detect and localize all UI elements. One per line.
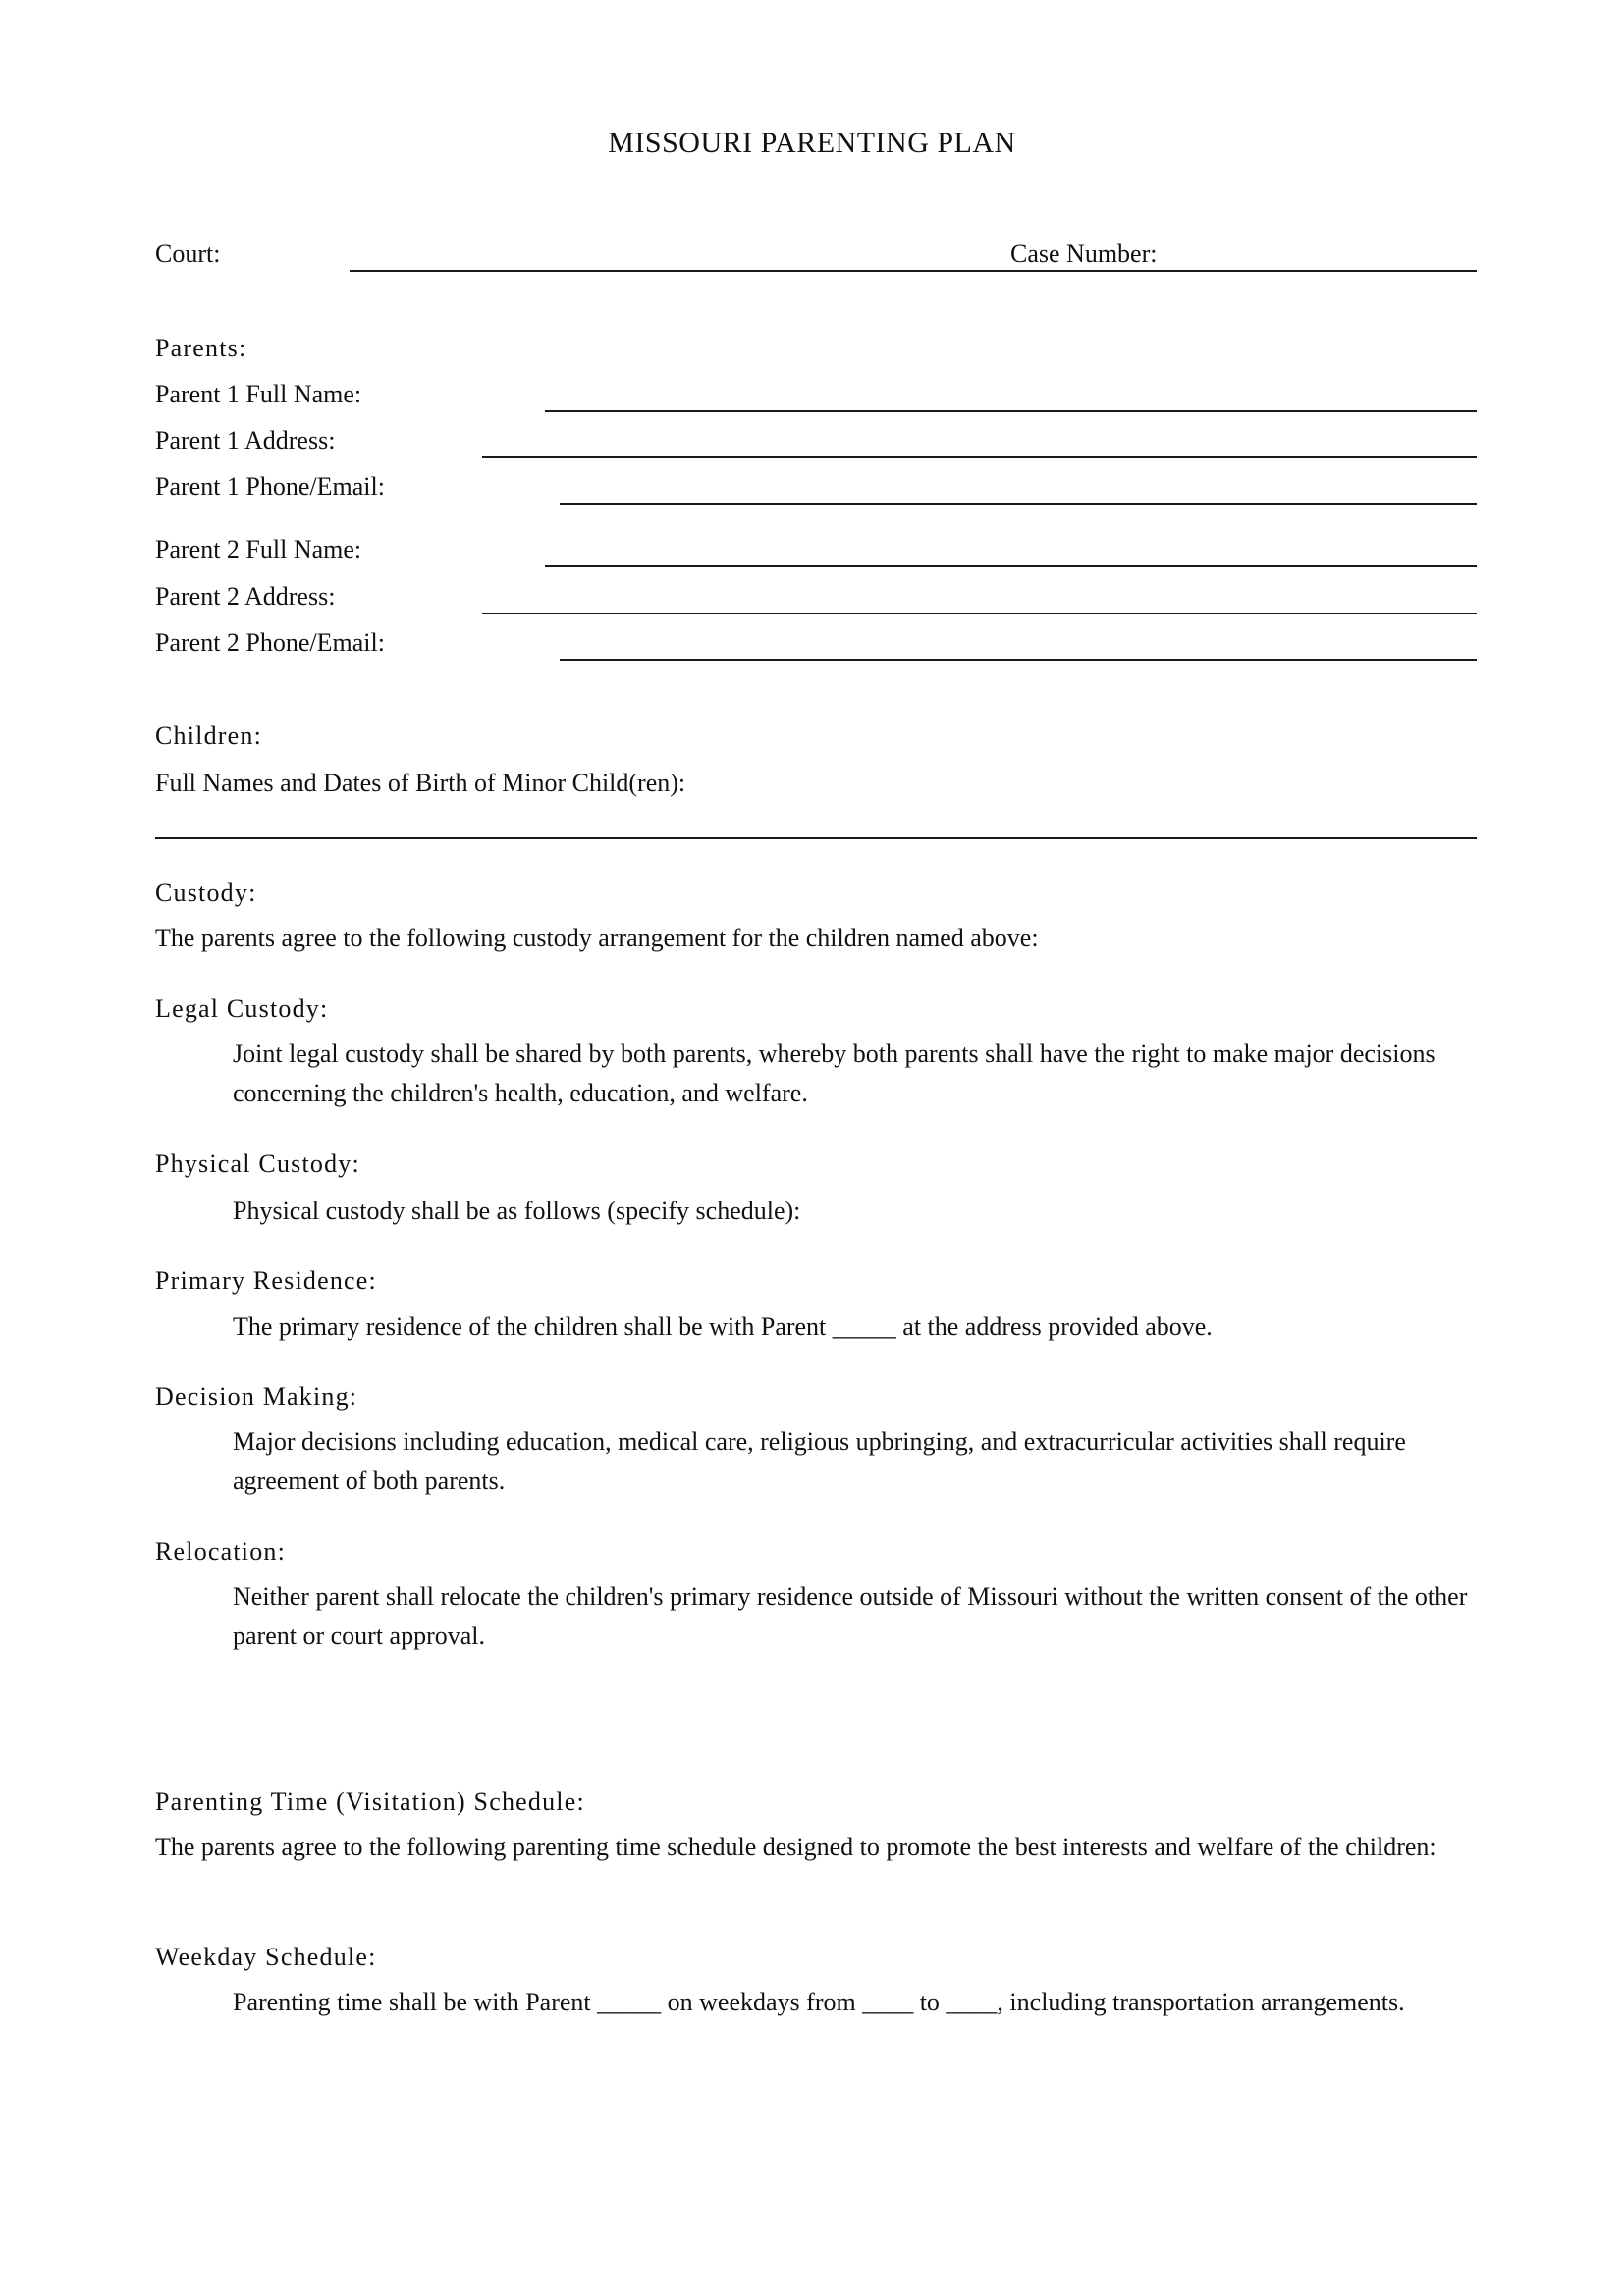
primary-residence-text: The primary residence of the children shall be with Parent _____ at the address provided above. <box>233 1312 1213 1341</box>
parents-heading: Parents: <box>155 334 247 362</box>
parent1-contact-field[interactable] <box>560 503 1477 505</box>
relocation-text: Neither parent shall relocate the children's primary residence outside of Missouri without the written consent of the other parent or court approval. <box>233 1582 1468 1650</box>
legal-custody-heading: Legal Custody: <box>155 994 329 1023</box>
parent2-name-label: Parent 2 Full Name: <box>155 535 362 563</box>
parent1-address-field[interactable] <box>482 456 1477 458</box>
weekday-schedule-heading: Weekday Schedule: <box>155 1943 377 1971</box>
physical-custody-text: Physical custody shall be as follows (specify schedule): <box>233 1197 801 1225</box>
parent2-address-label: Parent 2 Address: <box>155 582 336 611</box>
weekday-schedule-text: Parenting time shall be with Parent _____ on weekdays from ____ to ____, including transportation arrangements. <box>233 1988 1405 2016</box>
parenting-time-heading: Parenting Time (Visitation) Schedule: <box>155 1788 585 1816</box>
decision-making-heading: Decision Making: <box>155 1382 358 1411</box>
relocation-heading: Relocation: <box>155 1537 287 1566</box>
decision-making-text: Major decisions including education, medical care, religious upbringing, and extracurricular activities shall require agreement of both parents. <box>233 1427 1406 1495</box>
case-number-label: Case Number: <box>1010 240 1158 268</box>
custody-heading: Custody: <box>155 879 257 907</box>
court-label: Court: <box>155 240 221 268</box>
parent2-contact-label: Parent 2 Phone/Email: <box>155 628 385 657</box>
parent1-contact-label: Parent 1 Phone/Email: <box>155 472 385 501</box>
parenting-time-intro: The parents agree to the following parenting time schedule designed to promote the best interests and welfare of the children: <box>155 1833 1436 1861</box>
children-label: Full Names and Dates of Birth of Minor Child(ren): <box>155 769 686 797</box>
primary-residence-heading: Primary Residence: <box>155 1266 377 1295</box>
parent2-name-field[interactable] <box>545 565 1477 567</box>
children-heading: Children: <box>155 721 263 750</box>
court-field[interactable] <box>350 270 1477 272</box>
page-title: MISSOURI PARENTING PLAN <box>608 127 1016 159</box>
parent1-address-label: Parent 1 Address: <box>155 426 336 454</box>
parent2-address-field[interactable] <box>482 613 1477 614</box>
custody-intro: The parents agree to the following custody arrangement for the children named above: <box>155 924 1039 952</box>
legal-custody-text: Joint legal custody shall be shared by both parents, whereby both parents shall have the right to make major decisions concerning the children's health, education, and welfare. <box>233 1040 1435 1107</box>
parent2-contact-field[interactable] <box>560 659 1477 661</box>
children-field[interactable] <box>155 837 1477 839</box>
parent1-name-field[interactable] <box>545 410 1477 412</box>
parent1-name-label: Parent 1 Full Name: <box>155 380 362 408</box>
physical-custody-heading: Physical Custody: <box>155 1149 360 1178</box>
